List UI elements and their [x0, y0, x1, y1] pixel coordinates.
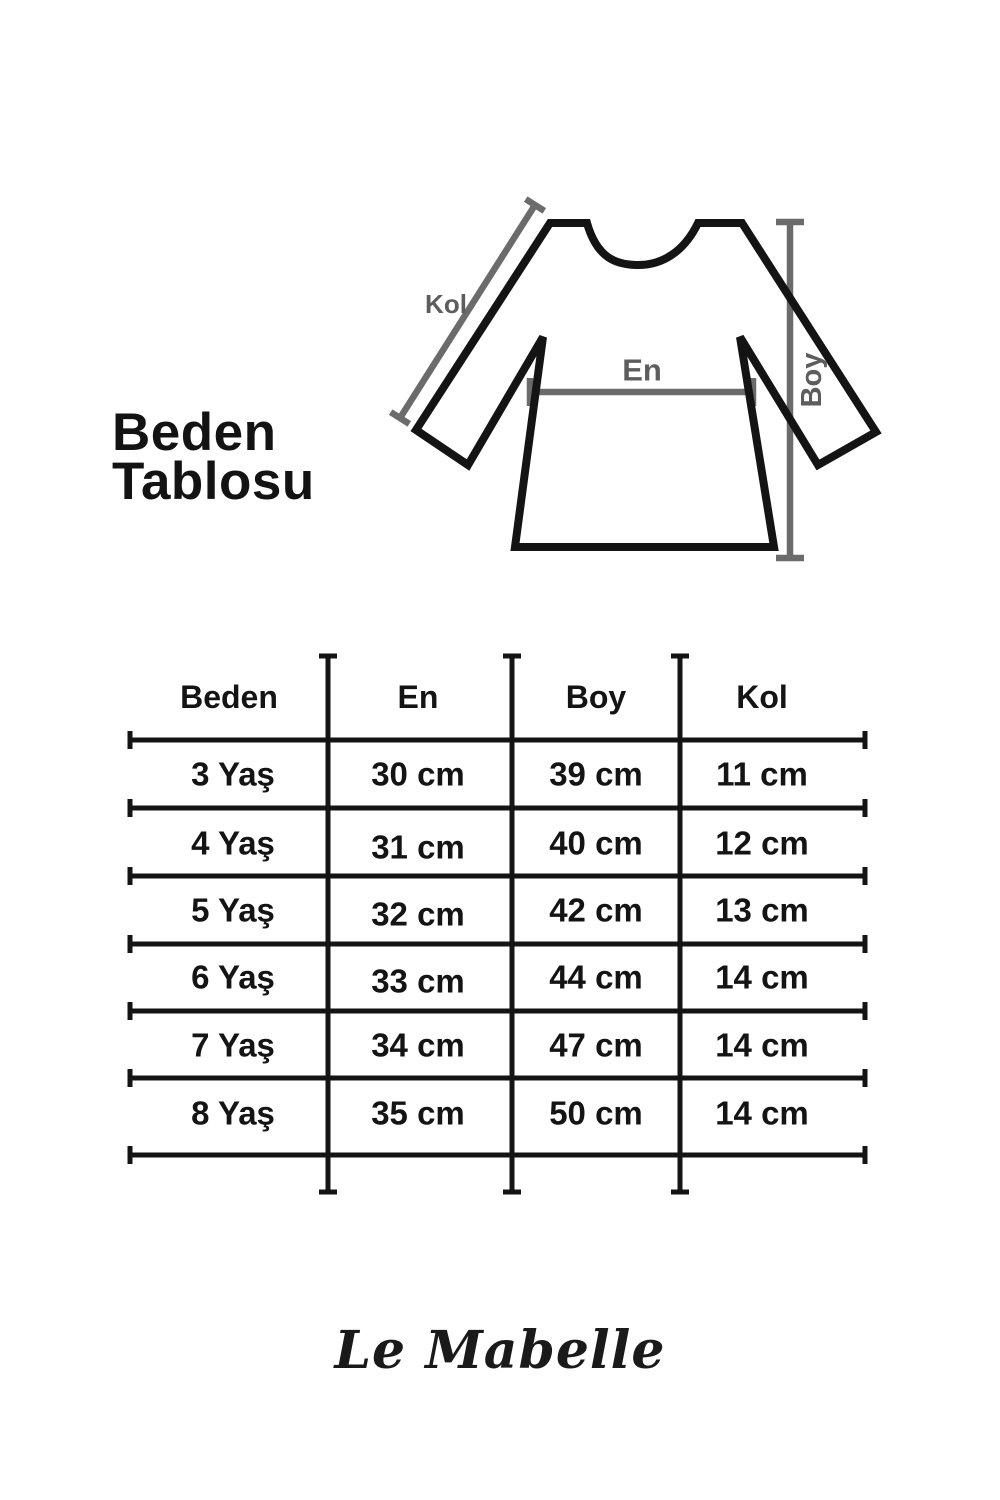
col-header-boy: Boy — [565, 679, 627, 715]
cell-3-kol: 14 cm — [715, 958, 809, 996]
cell-4-en: 34 cm — [371, 1026, 465, 1064]
col-header-en: En — [397, 679, 439, 715]
cell-1-boy: 40 cm — [549, 824, 643, 862]
size-table — [100, 640, 900, 1240]
cell-1-beden: 4 Yaş — [191, 824, 275, 862]
kol-label: Kol — [425, 289, 467, 319]
cell-2-boy: 42 cm — [549, 891, 643, 929]
col-header-beden: Beden — [180, 679, 278, 715]
cell-3-beden: 6 Yaş — [191, 958, 275, 996]
cell-4-beden: 7 Yaş — [191, 1026, 275, 1064]
page-title-line1: Beden — [112, 403, 277, 462]
cell-2-kol: 13 cm — [715, 891, 809, 929]
cell-3-en: 33 cm — [371, 962, 465, 1000]
boy-label: Boy — [796, 352, 828, 408]
cell-1-en: 31 cm — [371, 828, 465, 866]
page-title-line2: Tablosu — [112, 452, 315, 511]
cell-5-boy: 50 cm — [549, 1094, 643, 1132]
col-header-kol: Kol — [736, 679, 788, 715]
cell-4-kol: 14 cm — [715, 1026, 809, 1064]
cell-2-beden: 5 Yaş — [191, 891, 275, 929]
shirt-measurement-diagram — [380, 180, 900, 580]
kol-measure-line — [391, 199, 545, 424]
cell-0-beden: 3 Yaş — [191, 755, 275, 793]
cell-0-kol: 11 cm — [716, 755, 808, 793]
cell-0-boy: 39 cm — [549, 755, 643, 793]
cell-5-kol: 14 cm — [715, 1094, 809, 1132]
cell-4-boy: 47 cm — [549, 1026, 643, 1064]
cell-1-kol: 12 cm — [715, 824, 809, 862]
cell-5-beden: 8 Yaş — [191, 1094, 275, 1132]
page-title — [112, 403, 315, 511]
cell-0-en: 30 cm — [371, 755, 465, 793]
en-label: En — [622, 352, 662, 388]
cell-5-en: 35 cm — [371, 1094, 465, 1132]
cell-3-boy: 44 cm — [549, 958, 643, 996]
brand-logo: Le Mabelle — [334, 1320, 666, 1381]
cell-2-en: 32 cm — [371, 895, 465, 933]
